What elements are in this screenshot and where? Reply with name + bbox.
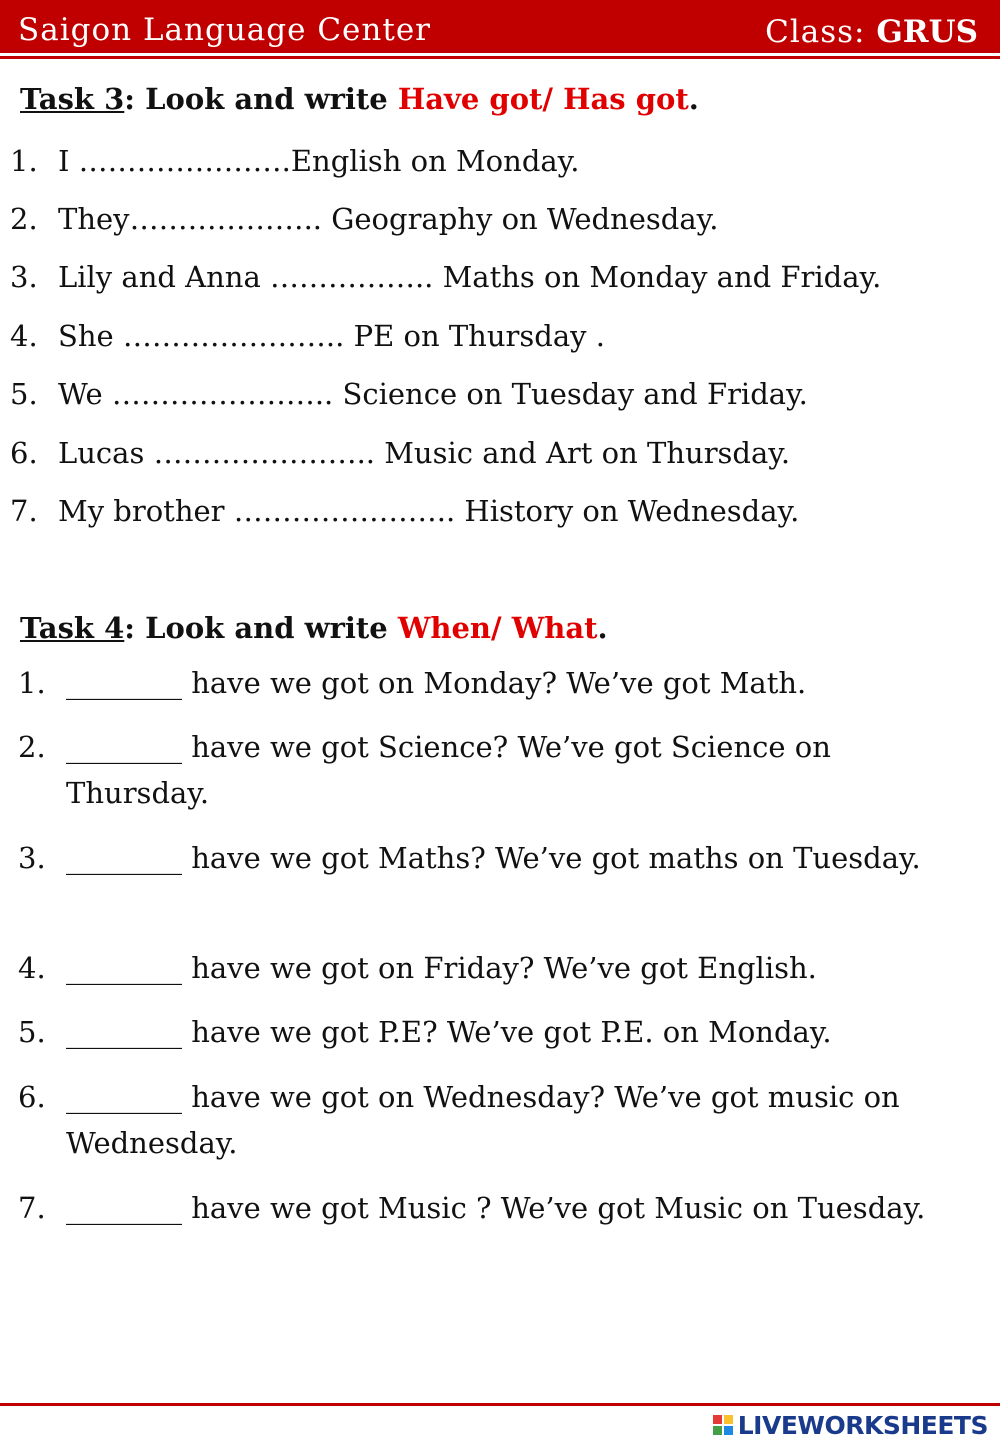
task4-item bbox=[18, 1009, 968, 1055]
item-number: 4. bbox=[10, 319, 38, 353]
item-number: 7. bbox=[10, 494, 38, 528]
item-text[interactable]: ________ have we got Music ? We’ve got Music on Tuesday. bbox=[66, 1191, 926, 1225]
logo-square-yellow bbox=[724, 1415, 733, 1424]
task3-highlight: Have got/ Has got bbox=[397, 82, 689, 116]
liveworksheets-logo-icon bbox=[713, 1415, 733, 1435]
logo-text: LIVEWORKSHEETS bbox=[737, 1410, 988, 1440]
item-number: 6. bbox=[10, 436, 38, 470]
item-number: 1. bbox=[18, 666, 46, 700]
task3-label: Task 3 bbox=[20, 82, 125, 116]
item-text[interactable]: ________ have we got on Monday? We’ve got Math. bbox=[66, 666, 807, 700]
task4-highlight: When/ What bbox=[397, 611, 598, 645]
task3-item bbox=[10, 319, 605, 353]
task3-item bbox=[10, 494, 800, 528]
logo-square-red bbox=[713, 1415, 722, 1424]
item-text[interactable]: We ………………….. Science on Tuesday and Friday. bbox=[58, 377, 808, 411]
task3-instruction: : Look and write bbox=[124, 82, 398, 116]
task4-item bbox=[18, 660, 968, 706]
item-text[interactable]: ________ have we got on Friday? We’ve got English. bbox=[66, 951, 817, 985]
item-text[interactable]: Lucas ………………….. Music and Art on Thursday. bbox=[58, 436, 791, 470]
item-number: 5. bbox=[10, 377, 38, 411]
class-label: Class: bbox=[765, 14, 877, 50]
task3-title bbox=[20, 82, 699, 116]
footer-divider bbox=[0, 1403, 1000, 1406]
task4-instruction: : Look and write bbox=[124, 611, 398, 645]
item-text[interactable]: They……………….. Geography on Wednesday. bbox=[58, 202, 719, 236]
task4-label: Task 4 bbox=[20, 611, 125, 645]
item-number: 1. bbox=[10, 144, 38, 178]
item-text[interactable]: ________ have we got on Wednesday? We’ve got music on Wednesday. bbox=[66, 1080, 900, 1160]
task3-item bbox=[10, 260, 882, 294]
task4-item bbox=[18, 1074, 968, 1166]
task3-title-end: . bbox=[688, 82, 699, 116]
item-text[interactable]: Lily and Anna …………….. Maths on Monday and Friday. bbox=[58, 260, 882, 294]
item-number: 3. bbox=[18, 841, 46, 875]
task4-title-end: . bbox=[597, 611, 608, 645]
task3-item bbox=[10, 202, 719, 236]
liveworksheets-logo[interactable] bbox=[713, 1410, 988, 1440]
task4-item bbox=[18, 1185, 968, 1231]
task4-item bbox=[18, 724, 968, 816]
item-number: 2. bbox=[18, 730, 46, 764]
task4-title bbox=[20, 611, 608, 645]
item-number: 5. bbox=[18, 1015, 46, 1049]
task3-item bbox=[10, 377, 808, 411]
item-text[interactable]: ________ have we got Science? We’ve got Science on Thursday. bbox=[66, 730, 831, 810]
class-value: GRUS bbox=[876, 14, 978, 50]
task3-item bbox=[10, 144, 580, 178]
header-divider bbox=[0, 56, 1000, 59]
item-number: 3. bbox=[10, 260, 38, 294]
item-text[interactable]: She ………………….. PE on Thursday . bbox=[58, 319, 605, 353]
item-text[interactable]: My brother ………………….. History on Wednesday. bbox=[58, 494, 800, 528]
item-text[interactable]: ________ have we got Maths? We’ve got maths on Tuesday. bbox=[66, 841, 921, 875]
item-number: 2. bbox=[10, 202, 38, 236]
task4-item bbox=[18, 835, 968, 881]
header-bar bbox=[0, 0, 1000, 53]
item-text[interactable]: I ………………….English on Monday. bbox=[58, 144, 580, 178]
logo-square-green bbox=[713, 1426, 722, 1435]
item-number: 7. bbox=[18, 1191, 46, 1225]
item-number: 6. bbox=[18, 1080, 46, 1114]
logo-square-blue bbox=[724, 1426, 733, 1435]
item-text[interactable]: ________ have we got P.E? We’ve got P.E. on Monday. bbox=[66, 1015, 832, 1049]
class-info bbox=[765, 14, 978, 50]
center-name: Saigon Language Center bbox=[18, 12, 431, 48]
task4-item bbox=[18, 945, 968, 991]
task3-item bbox=[10, 436, 791, 470]
item-number: 4. bbox=[18, 951, 46, 985]
